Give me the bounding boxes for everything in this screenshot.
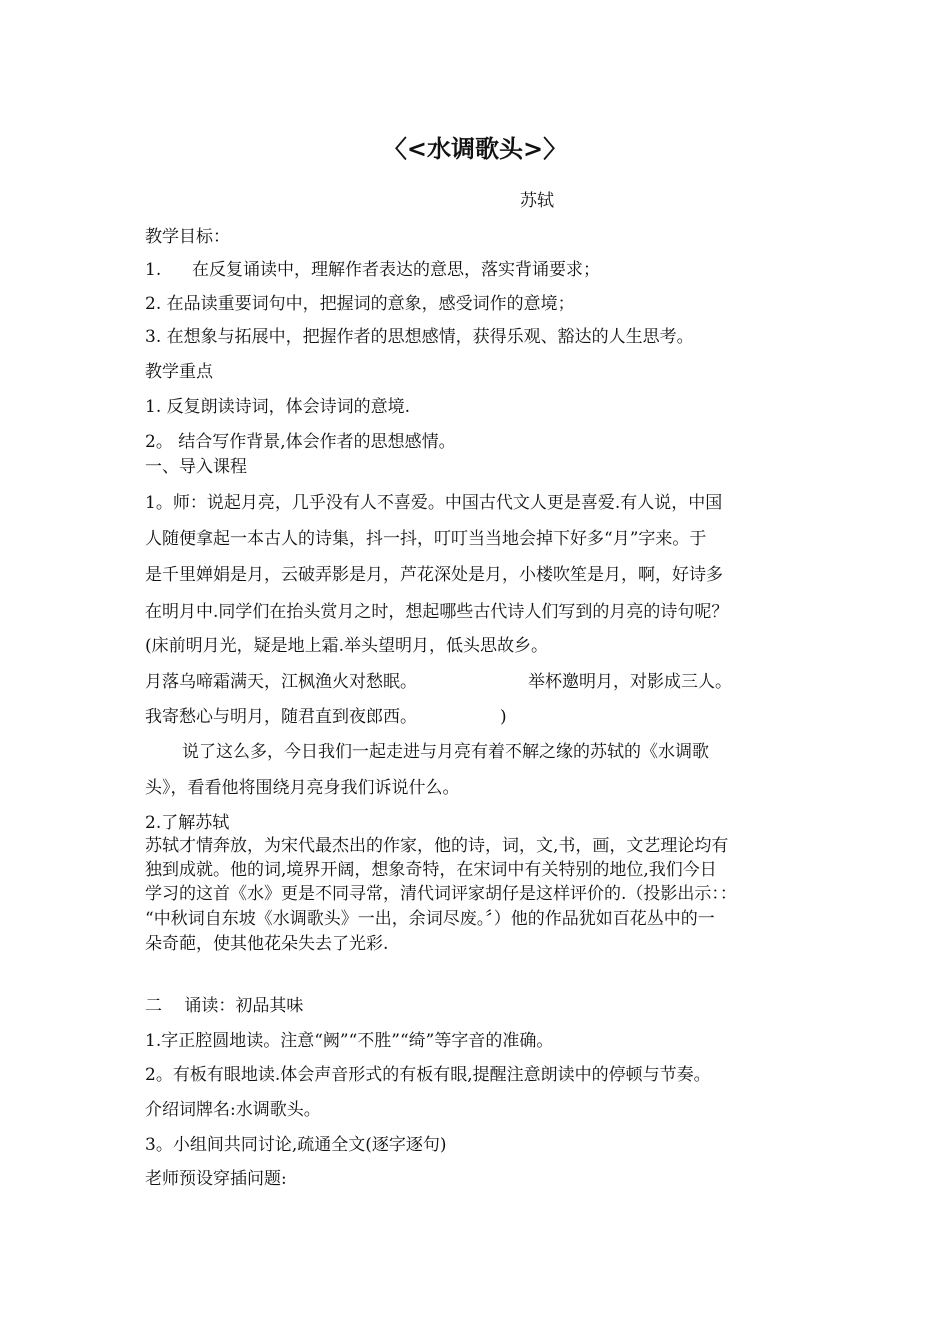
objectives-heading: 教学目标： bbox=[145, 227, 230, 247]
objective-item-1-text: 在反复诵读中，理解作者表达的意思，落实背诵要求； bbox=[192, 260, 600, 280]
biography-line: 朵奇葩，使其他花朵失去了光彩. bbox=[145, 934, 389, 954]
poem-line: 我寄愁心与明月，随君直到夜郎西。 bbox=[145, 707, 417, 727]
key-point-item-1: 1. 反复朗读诗词，体会诗词的意境. bbox=[145, 397, 411, 417]
section2-item: 老师预设穿插问题: bbox=[145, 1169, 287, 1189]
section2-item: 3。小组间共同讨论,疏通全文(逐字逐句) bbox=[145, 1135, 447, 1155]
section1-paragraph-line: 在明月中.同学们在抬头赏月之时，想起哪些古代诗人们写到的月亮的诗句呢？ bbox=[145, 602, 729, 622]
section2-item: 1.字正腔圆地读。注意“阙”“不胜”“绮”等字音的准确。 bbox=[145, 1031, 554, 1051]
section2-item: 2。有板有眼地读.体会声音形式的有板有眼,提醒注意朗读中的停顿与节奏。 bbox=[145, 1065, 711, 1085]
section1-paragraph-line: 是千里婵娟是月，云破弄影是月，芦花深处是月，小楼吹笙是月，啊，好诗多 bbox=[145, 565, 723, 585]
section1-heading: 一、导入课程 bbox=[145, 457, 247, 477]
section2-item: 介绍词牌名:水调歌头。 bbox=[145, 1100, 321, 1120]
document-title: 〈<水调歌头>〉 bbox=[382, 134, 568, 163]
section1-paragraph-line: 人随便拿起一本古人的诗集，抖一抖，叮叮当当地会掉下好多“月”字来。于 bbox=[145, 529, 707, 549]
poem-line: 举杯邀明月，对影成三人。 bbox=[528, 672, 732, 692]
author-name: 苏轼 bbox=[520, 191, 554, 211]
biography-line: 学习的这首《水》更是不同寻常，清代词评家胡仔是这样评价的.（投影出示：： bbox=[145, 884, 737, 904]
section1-subheading: 2.了解苏轼 bbox=[145, 813, 230, 833]
key-point-item-2: 2。 结合写作背景,体会作者的思想感情。 bbox=[145, 432, 456, 452]
section1-paragraph-line: 头》，看看他将围绕月亮身我们诉说什么。 bbox=[145, 778, 460, 798]
poem-close-paren: ) bbox=[500, 707, 507, 727]
objective-item-2: 2. 在品读重要词句中，把握词的意象，感受词作的意境； bbox=[145, 294, 575, 314]
biography-line: 苏轼才情奔放，为宋代最杰出的作家，他的诗，词，文,书，画，文艺理论均有 bbox=[145, 836, 729, 856]
section2-heading: 二 诵读：初品其味 bbox=[145, 996, 304, 1016]
section1-paragraph-line: 说了这么多，今日我们一起走进与月亮有着不解之缘的苏轼的《水调歌 bbox=[182, 742, 709, 762]
key-points-heading: 教学重点 bbox=[145, 362, 213, 382]
objective-item-3: 3. 在想象与拓展中，把握作者的思想感情，获得乐观、豁达的人生思考。 bbox=[145, 327, 694, 347]
objective-item-1-number: 1. bbox=[145, 260, 162, 280]
poem-line: (床前明月光，疑是地上霜.举头望明月，低头思故乡。 bbox=[145, 636, 549, 656]
section1-paragraph-line: 1。师：说起月亮，几乎没有人不喜爱。中国古代文人更是喜爱.有人说，中国 bbox=[145, 493, 723, 513]
biography-line: 独到成就。他的词,境界开阔，想象奇特，在宋词中有关特别的地位,我们今日 bbox=[145, 860, 717, 880]
biography-line: “中秋词自东坡《水调歌头》一出，余词尽废。〞）他的作品犹如百花丛中的一 bbox=[145, 909, 715, 929]
poem-line: 月落乌啼霜满天，江枫渔火对愁眠。 bbox=[145, 672, 417, 692]
